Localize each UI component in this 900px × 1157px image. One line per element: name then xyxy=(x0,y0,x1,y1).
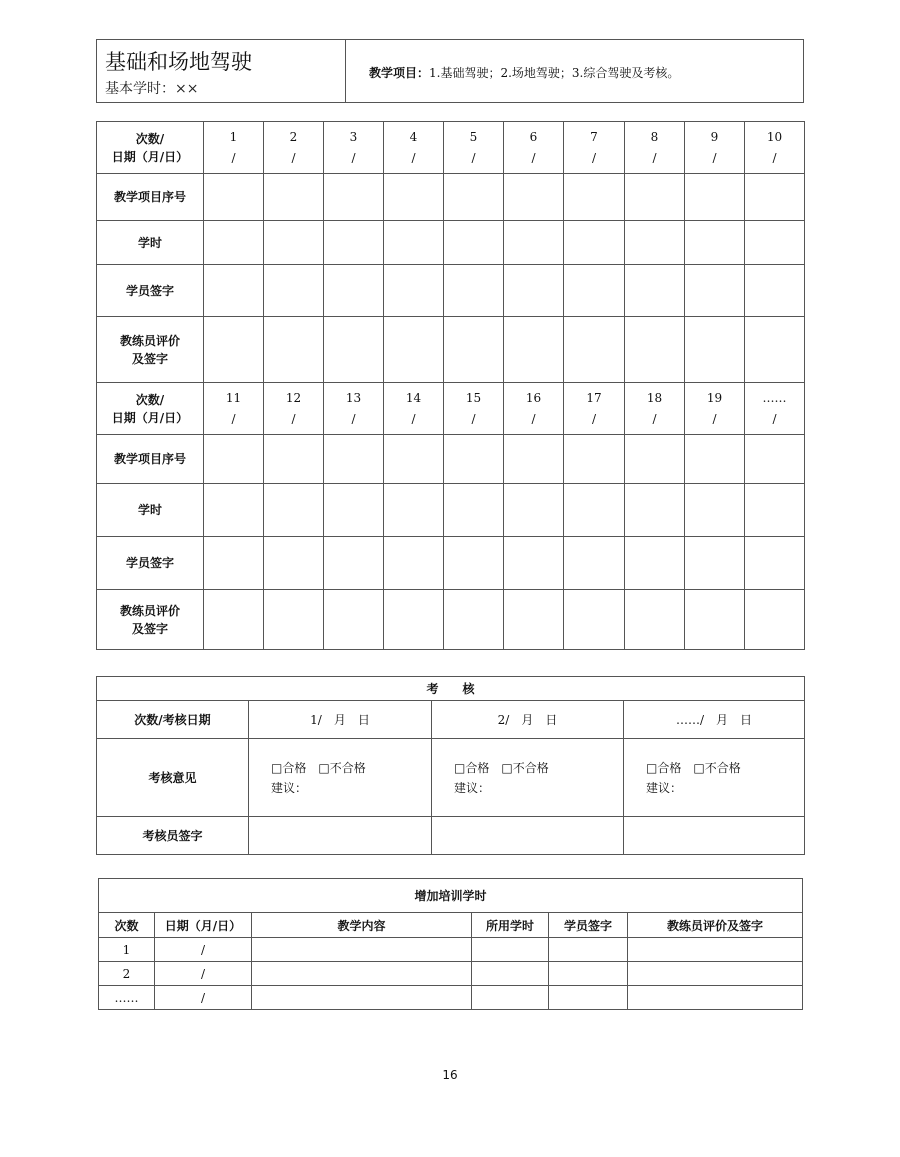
date-slash: / xyxy=(531,150,536,165)
input-cell[interactable] xyxy=(324,221,384,265)
input-cell[interactable] xyxy=(384,174,444,221)
date-slash: / xyxy=(411,150,416,165)
teaching-items xyxy=(369,64,679,81)
exam-date-cell[interactable]: ……/ 月 日 xyxy=(624,701,805,739)
fail-checkbox[interactable]: □不合格 xyxy=(318,760,366,775)
item-number-row xyxy=(97,174,805,221)
student-sign-row xyxy=(97,537,805,590)
date-slash: / xyxy=(291,150,296,165)
fail-checkbox[interactable]: □不合格 xyxy=(693,760,741,775)
input-cell[interactable] xyxy=(549,938,628,962)
row-date[interactable]: / xyxy=(155,938,252,962)
coach-eval-line1: 教练员评价 xyxy=(119,333,180,348)
input-cell[interactable] xyxy=(564,484,625,537)
date-slash: / xyxy=(772,150,777,165)
session-number: 1 xyxy=(229,129,238,144)
input-cell[interactable] xyxy=(628,938,803,962)
session-cell[interactable] xyxy=(384,383,444,435)
count-date-label xyxy=(97,383,204,435)
col-student-sign: 学员签字 xyxy=(549,913,628,938)
input-cell[interactable] xyxy=(264,590,324,650)
table-row xyxy=(99,962,803,986)
session-cell[interactable] xyxy=(745,122,805,174)
coach-eval-line1: 教练员评价 xyxy=(119,603,180,618)
extra-training-table xyxy=(98,878,803,1010)
input-cell[interactable] xyxy=(472,986,549,1010)
date-slash: / xyxy=(712,150,717,165)
input-cell[interactable] xyxy=(384,435,444,484)
session-cell[interactable] xyxy=(504,383,564,435)
col-coach-eval: 教练员评价及签字 xyxy=(628,913,803,938)
session-cell[interactable] xyxy=(204,383,264,435)
input-cell[interactable] xyxy=(384,265,444,317)
exam-opinion-cell[interactable] xyxy=(432,739,624,817)
input-cell[interactable] xyxy=(685,174,745,221)
input-cell[interactable] xyxy=(444,221,504,265)
input-cell[interactable] xyxy=(264,317,324,383)
coach-eval-line2: 及签字 xyxy=(131,621,168,636)
examiner-sign-row xyxy=(97,817,805,855)
session-number: 6 xyxy=(529,129,538,144)
date-slash: / xyxy=(351,150,356,165)
advice-label: 建议： xyxy=(454,780,491,795)
input-cell[interactable] xyxy=(324,317,384,383)
date-slash: / xyxy=(231,150,236,165)
input-cell[interactable] xyxy=(549,986,628,1010)
input-cell[interactable] xyxy=(628,962,803,986)
input-cell[interactable] xyxy=(745,174,805,221)
extra-header-row xyxy=(99,913,803,938)
date-slash: / xyxy=(772,411,777,426)
input-cell[interactable] xyxy=(472,962,549,986)
input-cell[interactable] xyxy=(204,537,264,590)
input-cell[interactable] xyxy=(264,435,324,484)
input-cell[interactable] xyxy=(504,174,564,221)
session-cell[interactable] xyxy=(625,383,685,435)
session-cell[interactable] xyxy=(745,383,805,435)
col-date: 日期（月/日） xyxy=(155,913,252,938)
input-cell[interactable] xyxy=(685,590,745,650)
input-cell[interactable] xyxy=(745,221,805,265)
input-cell[interactable] xyxy=(444,265,504,317)
input-cell[interactable] xyxy=(384,221,444,265)
input-cell[interactable] xyxy=(564,590,625,650)
input-cell[interactable] xyxy=(564,265,625,317)
input-cell[interactable] xyxy=(432,817,624,855)
session-cell[interactable] xyxy=(324,122,384,174)
item-number-label: 教学项目序号 xyxy=(97,174,204,221)
exam-title: 考 核 xyxy=(97,677,805,701)
session-number: 15 xyxy=(465,390,482,405)
session-cell[interactable] xyxy=(324,383,384,435)
input-cell[interactable] xyxy=(324,590,384,650)
pass-checkbox[interactable]: □合格 xyxy=(271,760,307,775)
exam-opinion-row xyxy=(97,739,805,817)
input-cell[interactable] xyxy=(625,484,685,537)
pass-checkbox[interactable]: □合格 xyxy=(646,760,682,775)
section-title: 基础和场地驾驶 xyxy=(105,50,252,74)
col-count: 次数 xyxy=(99,913,155,938)
input-cell[interactable] xyxy=(504,537,564,590)
session-number: 14 xyxy=(405,390,422,405)
input-cell[interactable] xyxy=(204,221,264,265)
session-number: 16 xyxy=(525,390,542,405)
session-number: 19 xyxy=(706,390,723,405)
session-number: 3 xyxy=(349,129,358,144)
row-count: 2 xyxy=(99,962,155,986)
session-number: 2 xyxy=(289,129,298,144)
hours-row xyxy=(97,484,805,537)
input-cell[interactable] xyxy=(504,265,564,317)
input-cell[interactable] xyxy=(625,317,685,383)
input-cell[interactable] xyxy=(324,435,384,484)
date-slash: / xyxy=(591,411,597,426)
student-sign-label: 学员签字 xyxy=(97,537,204,590)
input-cell[interactable] xyxy=(685,265,745,317)
input-cell[interactable] xyxy=(384,317,444,383)
session-number: 12 xyxy=(285,390,302,405)
session-cell[interactable] xyxy=(504,122,564,174)
input-cell[interactable] xyxy=(685,317,745,383)
input-cell[interactable] xyxy=(504,221,564,265)
input-cell[interactable] xyxy=(324,537,384,590)
input-cell[interactable] xyxy=(324,484,384,537)
teaching-items-text: 1.基础驾驶；2.场地驾驶；3.综合驾驶及考核。 xyxy=(429,66,680,80)
session-number: 18 xyxy=(646,390,663,405)
basic-hours: 基本学时：×× xyxy=(105,81,199,97)
session-cell[interactable] xyxy=(564,122,625,174)
date-slash: / xyxy=(291,411,296,426)
hours-label: 学时 xyxy=(97,221,204,265)
pass-checkbox[interactable]: □合格 xyxy=(454,760,490,775)
student-sign-row xyxy=(97,265,805,317)
input-cell[interactable] xyxy=(745,317,805,383)
session-cell[interactable] xyxy=(685,383,745,435)
date-slash: / xyxy=(652,411,657,426)
session-cell[interactable] xyxy=(384,122,444,174)
input-cell[interactable] xyxy=(564,537,625,590)
row-count: 1 xyxy=(99,938,155,962)
input-cell[interactable] xyxy=(444,435,504,484)
date-slash: / xyxy=(531,411,536,426)
input-cell[interactable] xyxy=(628,986,803,1010)
input-cell[interactable] xyxy=(504,435,564,484)
input-cell[interactable] xyxy=(745,265,805,317)
input-cell[interactable] xyxy=(625,435,685,484)
session-number: 9 xyxy=(710,129,719,144)
header-box xyxy=(96,39,804,103)
item-number-label: 教学项目序号 xyxy=(97,435,204,484)
input-cell[interactable] xyxy=(504,590,564,650)
input-cell[interactable] xyxy=(504,484,564,537)
session-number: 7 xyxy=(590,129,598,144)
header-left-cell xyxy=(97,40,346,102)
exam-title-row xyxy=(97,677,805,701)
page-number: 16 xyxy=(442,1068,458,1082)
input-cell[interactable] xyxy=(745,484,805,537)
session-cell[interactable] xyxy=(264,383,324,435)
session-cell[interactable] xyxy=(444,122,504,174)
input-cell[interactable] xyxy=(564,435,625,484)
count-label: 次数/ xyxy=(135,392,165,407)
exam-date-label: 次数/考核日期 xyxy=(97,701,249,739)
exam-opinion-label: 考核意见 xyxy=(97,739,249,817)
input-cell[interactable] xyxy=(745,590,805,650)
input-cell[interactable] xyxy=(625,590,685,650)
exam-date-row xyxy=(97,701,805,739)
date-slash: / xyxy=(231,411,236,426)
table-row xyxy=(99,938,803,962)
input-cell[interactable] xyxy=(204,435,264,484)
input-cell[interactable] xyxy=(504,317,564,383)
session-number: 8 xyxy=(650,129,659,144)
table-row xyxy=(99,986,803,1010)
input-cell[interactable] xyxy=(252,938,472,962)
date-slash: / xyxy=(652,150,657,165)
input-cell[interactable] xyxy=(745,537,805,590)
date-slash: / xyxy=(471,411,476,426)
input-cell[interactable] xyxy=(685,221,745,265)
coach-eval-row xyxy=(97,590,805,650)
session-cell[interactable] xyxy=(685,122,745,174)
date-label: 日期（月/日） xyxy=(111,410,189,425)
coach-eval-line2: 及签字 xyxy=(131,351,168,366)
input-cell[interactable] xyxy=(625,537,685,590)
input-cell[interactable] xyxy=(384,484,444,537)
coach-eval-label xyxy=(97,317,204,383)
session-cell[interactable] xyxy=(625,122,685,174)
row-date[interactable]: / xyxy=(155,962,252,986)
col-content: 教学内容 xyxy=(252,913,472,938)
date-slash: / xyxy=(712,411,717,426)
advice-label: 建议： xyxy=(646,780,683,795)
input-cell[interactable] xyxy=(625,221,685,265)
input-cell[interactable] xyxy=(685,484,745,537)
exam-opinion-cell[interactable] xyxy=(249,739,432,817)
count-date-row xyxy=(97,122,805,174)
input-cell[interactable] xyxy=(625,174,685,221)
exam-date-cell[interactable]: 1/ 月 日 xyxy=(249,701,432,739)
input-cell[interactable] xyxy=(324,265,384,317)
extra-title: 增加培训学时 xyxy=(99,879,803,913)
input-cell[interactable] xyxy=(444,174,504,221)
input-cell[interactable] xyxy=(472,938,549,962)
hours-row xyxy=(97,221,805,265)
date-slash: / xyxy=(591,150,597,165)
session-number: 4 xyxy=(409,129,418,144)
input-cell[interactable] xyxy=(264,221,324,265)
exam-table xyxy=(96,676,805,855)
input-cell[interactable] xyxy=(264,537,324,590)
session-number: 13 xyxy=(345,390,362,405)
input-cell[interactable] xyxy=(252,986,472,1010)
input-cell[interactable] xyxy=(264,174,324,221)
input-cell[interactable] xyxy=(624,817,805,855)
input-cell[interactable] xyxy=(204,317,264,383)
schedule-table xyxy=(96,121,805,650)
input-cell[interactable] xyxy=(685,435,745,484)
date-label: 日期（月/日） xyxy=(111,149,189,164)
fail-checkbox[interactable]: □不合格 xyxy=(501,760,549,775)
hours-label: 学时 xyxy=(97,484,204,537)
input-cell[interactable] xyxy=(685,537,745,590)
session-cell[interactable] xyxy=(444,383,504,435)
input-cell[interactable] xyxy=(204,590,264,650)
input-cell[interactable] xyxy=(564,221,625,265)
session-number: …… xyxy=(762,390,787,405)
input-cell[interactable] xyxy=(444,484,504,537)
session-cell[interactable] xyxy=(564,383,625,435)
teaching-items-label: 教学项目： xyxy=(369,66,430,80)
input-cell[interactable] xyxy=(249,817,432,855)
input-cell[interactable] xyxy=(444,317,504,383)
date-slash: / xyxy=(351,411,356,426)
date-slash: / xyxy=(471,150,476,165)
row-count: …… xyxy=(99,986,155,1010)
extra-title-row xyxy=(99,879,803,913)
count-date-row xyxy=(97,383,805,435)
session-number: 17 xyxy=(586,390,602,405)
exam-date-cell[interactable]: 2/ 月 日 xyxy=(432,701,624,739)
item-number-row xyxy=(97,435,805,484)
input-cell[interactable] xyxy=(564,317,625,383)
input-cell[interactable] xyxy=(549,962,628,986)
count-date-label xyxy=(97,122,204,174)
coach-eval-label xyxy=(97,590,204,650)
examiner-sign-label: 考核员签字 xyxy=(97,817,249,855)
date-slash: / xyxy=(411,411,416,426)
input-cell[interactable] xyxy=(444,590,504,650)
session-cell[interactable] xyxy=(204,122,264,174)
session-number: 10 xyxy=(766,129,783,144)
session-number: 5 xyxy=(469,129,478,144)
input-cell[interactable] xyxy=(324,174,384,221)
col-hours: 所用学时 xyxy=(472,913,549,938)
input-cell[interactable] xyxy=(384,590,444,650)
session-cell[interactable] xyxy=(264,122,324,174)
row-date[interactable]: / xyxy=(155,986,252,1010)
input-cell[interactable] xyxy=(204,174,264,221)
advice-label: 建议： xyxy=(271,780,308,795)
input-cell[interactable] xyxy=(204,484,264,537)
input-cell[interactable] xyxy=(564,174,625,221)
input-cell[interactable] xyxy=(204,265,264,317)
input-cell[interactable] xyxy=(264,484,324,537)
coach-eval-row xyxy=(97,317,805,383)
input-cell[interactable] xyxy=(444,537,504,590)
count-label: 次数/ xyxy=(135,131,165,146)
input-cell[interactable] xyxy=(252,962,472,986)
input-cell[interactable] xyxy=(745,435,805,484)
input-cell[interactable] xyxy=(384,537,444,590)
exam-opinion-cell[interactable] xyxy=(624,739,805,817)
student-sign-label: 学员签字 xyxy=(97,265,204,317)
session-number: 11 xyxy=(225,390,242,405)
input-cell[interactable] xyxy=(625,265,685,317)
input-cell[interactable] xyxy=(264,265,324,317)
